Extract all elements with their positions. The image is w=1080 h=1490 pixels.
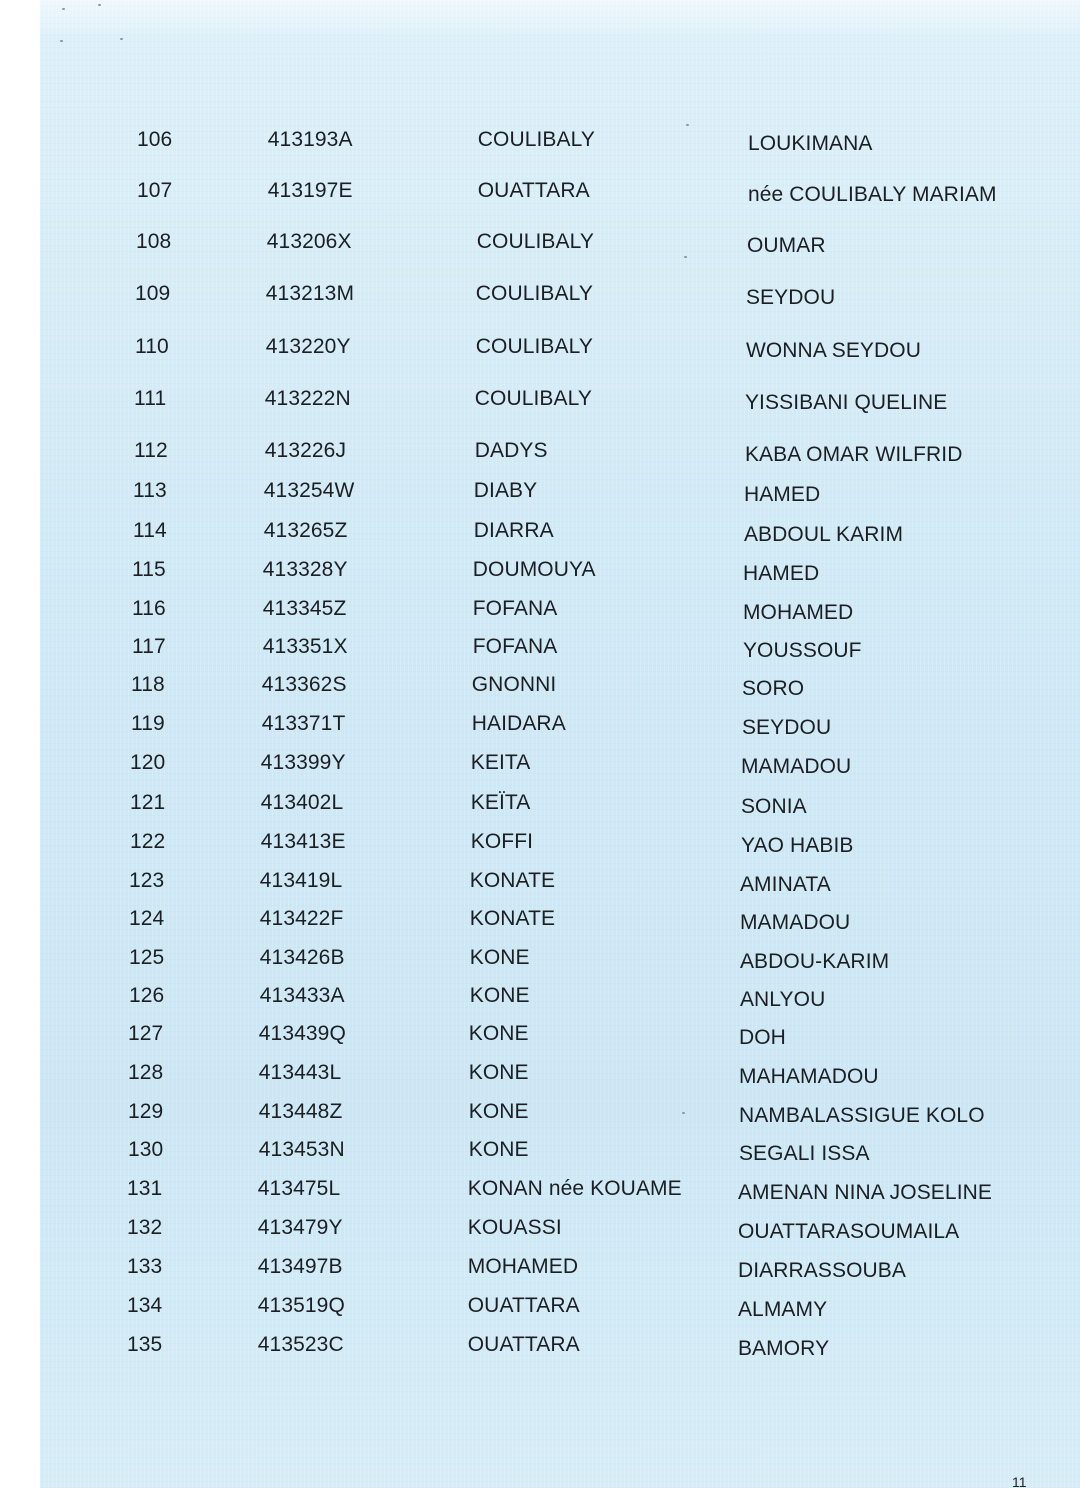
- table-row: [0, 387, 1000, 439]
- row-nom: OUATTARA: [467, 1294, 580, 1317]
- row-number: 131: [127, 1177, 163, 1200]
- scan-speck: [120, 38, 123, 40]
- row-number: 134: [127, 1294, 163, 1317]
- table-row: [0, 230, 1000, 282]
- scan-speck: [60, 40, 63, 42]
- table-row: [0, 673, 1000, 712]
- row-number: 124: [129, 907, 165, 930]
- row-matricule: 413351X: [262, 635, 348, 658]
- table-row: [0, 946, 1000, 984]
- row-prenoms: BAMORY: [737, 1337, 830, 1360]
- row-prenoms: HAMED: [742, 562, 820, 585]
- row-matricule: 413497B: [257, 1255, 343, 1278]
- row-matricule: 413426B: [259, 946, 345, 969]
- row-prenoms: OUATTARASOUMAILA: [737, 1220, 960, 1243]
- row-nom: KONE: [468, 1138, 529, 1161]
- row-prenoms: SEYDOU: [745, 286, 836, 309]
- row-number: 135: [127, 1333, 163, 1356]
- row-prenoms: OUMAR: [746, 234, 826, 257]
- row-number: 114: [133, 519, 167, 542]
- row-number: 125: [129, 946, 165, 969]
- row-number: 113: [133, 479, 167, 502]
- row-number: 122: [130, 830, 166, 853]
- row-nom: FOFANA: [472, 597, 558, 620]
- row-number: 110: [135, 335, 169, 358]
- row-nom: KONE: [469, 946, 530, 969]
- row-prenoms: YAO HABIB: [740, 834, 854, 857]
- table-row: [0, 1061, 1000, 1100]
- row-number: 109: [135, 282, 171, 305]
- row-matricule: 413213M: [265, 282, 355, 305]
- row-nom: COULIBALY: [475, 335, 593, 358]
- row-number: 119: [131, 712, 165, 735]
- row-nom: KOUASSI: [467, 1216, 562, 1239]
- table-row: [0, 751, 1000, 791]
- row-nom: GNONNI: [471, 673, 557, 696]
- row-prenoms: MAMADOU: [739, 911, 851, 934]
- table-row: [0, 128, 1000, 179]
- row-number: 129: [128, 1100, 164, 1123]
- table-row: [0, 1333, 1000, 1372]
- table-row: [0, 1177, 1000, 1216]
- row-prenoms: LOUKIMANA: [747, 132, 873, 155]
- row-prenoms: SONIA: [740, 795, 807, 818]
- row-nom: HAIDARA: [471, 712, 566, 735]
- row-number: 111: [134, 387, 167, 410]
- row-matricule: 413475L: [257, 1177, 341, 1200]
- row-prenoms: ABDOU-KARIM: [739, 950, 890, 973]
- row-nom: DIARRA: [473, 519, 554, 542]
- row-prenoms: SEGALI ISSA: [738, 1142, 870, 1165]
- table-row: [0, 830, 1000, 869]
- table-row: [0, 179, 1000, 230]
- table-row: [0, 479, 1000, 519]
- row-prenoms: AMENAN NINA JOSELINE: [737, 1181, 992, 1204]
- row-prenoms: ABDOUL KARIM: [743, 523, 904, 546]
- table-row: [0, 984, 1000, 1022]
- row-matricule: 413399Y: [260, 751, 346, 774]
- row-nom: KONE: [469, 984, 530, 1007]
- table-row: [0, 1100, 1000, 1138]
- table-row: [0, 1255, 1000, 1294]
- table-row: [0, 335, 1000, 387]
- row-matricule: 413419L: [259, 869, 343, 892]
- agents-list-table: [0, 128, 1000, 1372]
- scan-speck: [686, 124, 689, 126]
- row-matricule: 413193A: [267, 128, 353, 151]
- row-prenoms: YISSIBANI QUELINE: [744, 391, 948, 414]
- agents-list-body: [0, 128, 1000, 1372]
- table-row: [0, 597, 1000, 635]
- table-row: [0, 791, 1000, 830]
- row-nom: KONE: [468, 1061, 529, 1084]
- row-matricule: 413453N: [258, 1138, 345, 1161]
- row-nom: DIABY: [473, 479, 538, 502]
- row-matricule: 413413E: [260, 830, 346, 853]
- table-row: [0, 439, 1000, 479]
- row-number: 118: [131, 673, 165, 696]
- row-prenoms: WONNA SEYDOU: [745, 339, 921, 362]
- row-number: 115: [132, 558, 166, 581]
- row-matricule: 413448Z: [258, 1100, 343, 1123]
- row-number: 107: [137, 179, 173, 202]
- row-prenoms: HAMED: [743, 483, 821, 506]
- row-matricule: 413220Y: [265, 335, 351, 358]
- row-matricule: 413402L: [260, 791, 344, 814]
- row-number: 112: [134, 439, 168, 462]
- row-number: 106: [137, 128, 173, 151]
- row-matricule: 413371T: [261, 712, 346, 735]
- row-nom: KONE: [468, 1022, 529, 1045]
- row-prenoms: SORO: [741, 677, 805, 700]
- row-prenoms: YOUSSOUF: [742, 639, 862, 662]
- row-prenoms: KABA OMAR WILFRID: [744, 443, 963, 466]
- row-matricule: 413197E: [267, 179, 353, 202]
- table-row: [0, 519, 1000, 558]
- row-number: 126: [129, 984, 165, 1007]
- table-row: [0, 1216, 1000, 1255]
- row-matricule: 413523C: [257, 1333, 344, 1356]
- row-nom: COULIBALY: [476, 230, 594, 253]
- row-nom: KONATE: [469, 869, 556, 892]
- row-prenoms: AMINATA: [739, 873, 831, 896]
- row-prenoms: née COULIBALY MARIAM: [747, 183, 997, 206]
- row-matricule: 413254W: [263, 479, 355, 502]
- row-nom: OUATTARA: [477, 179, 590, 202]
- row-nom: FOFANA: [472, 635, 558, 658]
- row-matricule: 413519Q: [257, 1294, 345, 1317]
- row-nom: KONATE: [469, 907, 556, 930]
- row-prenoms: NAMBALASSIGUE KOLO: [738, 1104, 985, 1127]
- row-number: 116: [132, 597, 166, 620]
- row-number: 108: [136, 230, 172, 253]
- row-matricule: 413422F: [259, 907, 344, 930]
- table-row: [0, 635, 1000, 673]
- table-row: [0, 1138, 1000, 1177]
- row-nom: COULIBALY: [477, 128, 595, 151]
- row-number: 117: [132, 635, 166, 658]
- row-matricule: 413362S: [261, 673, 347, 696]
- table-row: [0, 282, 1000, 335]
- row-prenoms: MAHAMADOU: [738, 1065, 879, 1088]
- row-matricule: 413328Y: [262, 558, 348, 581]
- row-nom: COULIBALY: [475, 282, 593, 305]
- row-nom: COULIBALY: [474, 387, 592, 410]
- row-number: 132: [127, 1216, 163, 1239]
- table-row: [0, 907, 1000, 946]
- row-prenoms: SEYDOU: [741, 716, 832, 739]
- row-matricule: 413226J: [264, 439, 347, 462]
- table-row: [0, 869, 1000, 907]
- table-row: [0, 712, 1000, 751]
- row-nom: KEITA: [470, 751, 531, 774]
- table-row: [0, 558, 1000, 597]
- row-number: 128: [128, 1061, 164, 1084]
- page-number: 11: [1012, 1474, 1027, 1490]
- row-matricule: 413439Q: [258, 1022, 346, 1045]
- row-nom: KONE: [468, 1100, 529, 1123]
- row-number: 123: [129, 869, 165, 892]
- row-prenoms: MOHAMED: [742, 601, 854, 624]
- row-nom: OUATTARA: [467, 1333, 580, 1356]
- row-matricule: 413345Z: [262, 597, 347, 620]
- row-nom: DOUMOUYA: [472, 558, 596, 581]
- row-number: 127: [128, 1022, 164, 1045]
- row-nom: DADYS: [474, 439, 548, 462]
- row-nom: KOFFI: [470, 830, 534, 853]
- table-row: [0, 1022, 1000, 1061]
- scan-top-fade: [40, 0, 1080, 40]
- row-nom: MOHAMED: [467, 1255, 579, 1278]
- row-matricule: 413206X: [266, 230, 352, 253]
- row-matricule: 413222N: [264, 387, 351, 410]
- row-prenoms: DOH: [738, 1026, 786, 1049]
- table-row: [0, 1294, 1000, 1333]
- row-number: 130: [128, 1138, 164, 1161]
- row-matricule: 413265Z: [263, 519, 348, 542]
- row-prenoms: ALMAMY: [737, 1298, 828, 1321]
- row-matricule: 413479Y: [257, 1216, 343, 1239]
- row-matricule: 413433A: [259, 984, 345, 1007]
- row-prenoms: ANLYOU: [739, 988, 826, 1011]
- row-number: 133: [127, 1255, 163, 1278]
- row-prenoms: MAMADOU: [740, 755, 852, 778]
- row-prenoms: DIARRASSOUBA: [737, 1259, 907, 1282]
- row-nom: KONAN née KOUAME: [467, 1177, 682, 1200]
- row-number: 120: [130, 751, 166, 774]
- scan-speck: [98, 4, 101, 6]
- row-nom: KEÏTA: [470, 791, 531, 814]
- row-matricule: 413443L: [258, 1061, 342, 1084]
- row-number: 121: [130, 791, 166, 814]
- scan-speck: [62, 8, 65, 10]
